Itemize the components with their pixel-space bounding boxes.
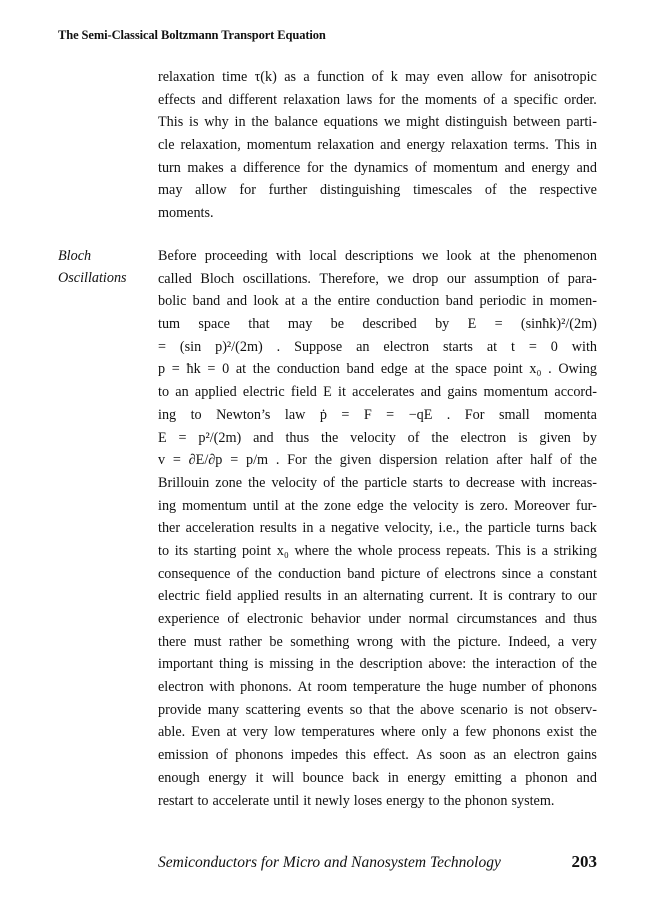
- footer-book-title: Semiconductors for Micro and Nanosystem Technology: [158, 854, 501, 871]
- text-line: This is why in the balance equations we might distinguish between parti-: [158, 114, 597, 131]
- text-line: important thing is missing in the description above: the interaction of the: [158, 656, 597, 673]
- text-line: Brillouin zone the velocity of the particle starts to decrease with increas-: [158, 474, 597, 491]
- text-line: Before proceeding with local descriptions we look at the phenomenon: [158, 248, 597, 264]
- margin-note-line: Oscillations: [58, 270, 127, 286]
- text-line: experience of electronic behavior under normal circumstances and thus: [158, 611, 597, 627]
- text-line: to an applied electric field E it accelerates and gains momentum accord-: [158, 384, 597, 401]
- text-line: cle relaxation, momentum relaxation and energy relaxation terms. This in: [158, 137, 597, 154]
- text-line: called Bloch oscillations. Therefore, we drop our assumption of para-: [158, 270, 597, 287]
- page-number: 203: [571, 852, 597, 871]
- margin-note-line: Bloch: [58, 248, 92, 264]
- text-line: electron with phonons. At room temperature the huge number of phonons: [158, 679, 597, 696]
- text-line: turn makes a difference for the dynamics of momentum and energy and: [158, 159, 597, 176]
- text-line: consequence of the conduction band picture of electrons since a constant: [158, 565, 597, 582]
- text-line: ther acceleration results in a negative velocity, i.e., the particle turns back: [158, 520, 597, 537]
- text-line: ing to Newton’s law ṗ = F = −qE . For small momenta: [158, 406, 597, 423]
- text-line: emission of phonons impedes this effect. As soon as an electron gains: [158, 747, 597, 764]
- text-line: electric field applied results in an alternating current. It is contrary to our: [158, 588, 597, 605]
- text-line: tum space that may be described by E = (sinħk)²/(2m): [158, 316, 597, 333]
- text-line: there must rather be something wrong with the picture. Indeed, a very: [158, 633, 597, 650]
- text-line: moments.: [158, 205, 214, 222]
- text-line: E = p²/(2m) and thus the velocity of the electron is given by: [158, 429, 597, 446]
- text-line: = (sin p)²/(2m) . Suppose an electron starts at t = 0 with: [158, 338, 597, 355]
- text-line: provide many scattering events so that the above scenario is not observ-: [158, 701, 597, 718]
- text-line: ing momentum until at the zone edge the velocity is zero. Moreover fur-: [158, 497, 597, 514]
- paragraph-relaxation: [158, 66, 597, 225]
- text-line: enough energy it will bounce back in energy emitting a phonon and: [158, 769, 597, 786]
- paragraph-bloch-oscillations: [158, 245, 597, 812]
- text-line: may allow for further distinguishing timescales of the respective: [158, 182, 597, 199]
- text-line: effects and different relaxation laws for the moments of a specific order.: [158, 91, 597, 108]
- text-line: to its starting point x₀ where the whole process repeats. This is a striking: [158, 542, 597, 559]
- running-header: The Semi-Classical Boltzmann Transport Equation: [58, 28, 326, 42]
- margin-note: [58, 245, 127, 289]
- text-line: v = ∂E/∂p = p/m . For the given dispersion relation after half of the: [158, 452, 597, 469]
- text-line: able. Even at very low temperatures where only a few phonons exist the: [158, 724, 597, 741]
- text-line: restart to accelerate until it newly loses energy to the phonon system.: [158, 792, 555, 809]
- text-line: bolic band and look at a the entire conduction band periodic in momen-: [158, 293, 597, 310]
- text-line: relaxation time τ(k) as a function of k may even allow for anisotropic: [158, 69, 597, 85]
- text-line: p = ħk = 0 at the conduction band edge at the space point x₀ . Owing: [158, 361, 597, 378]
